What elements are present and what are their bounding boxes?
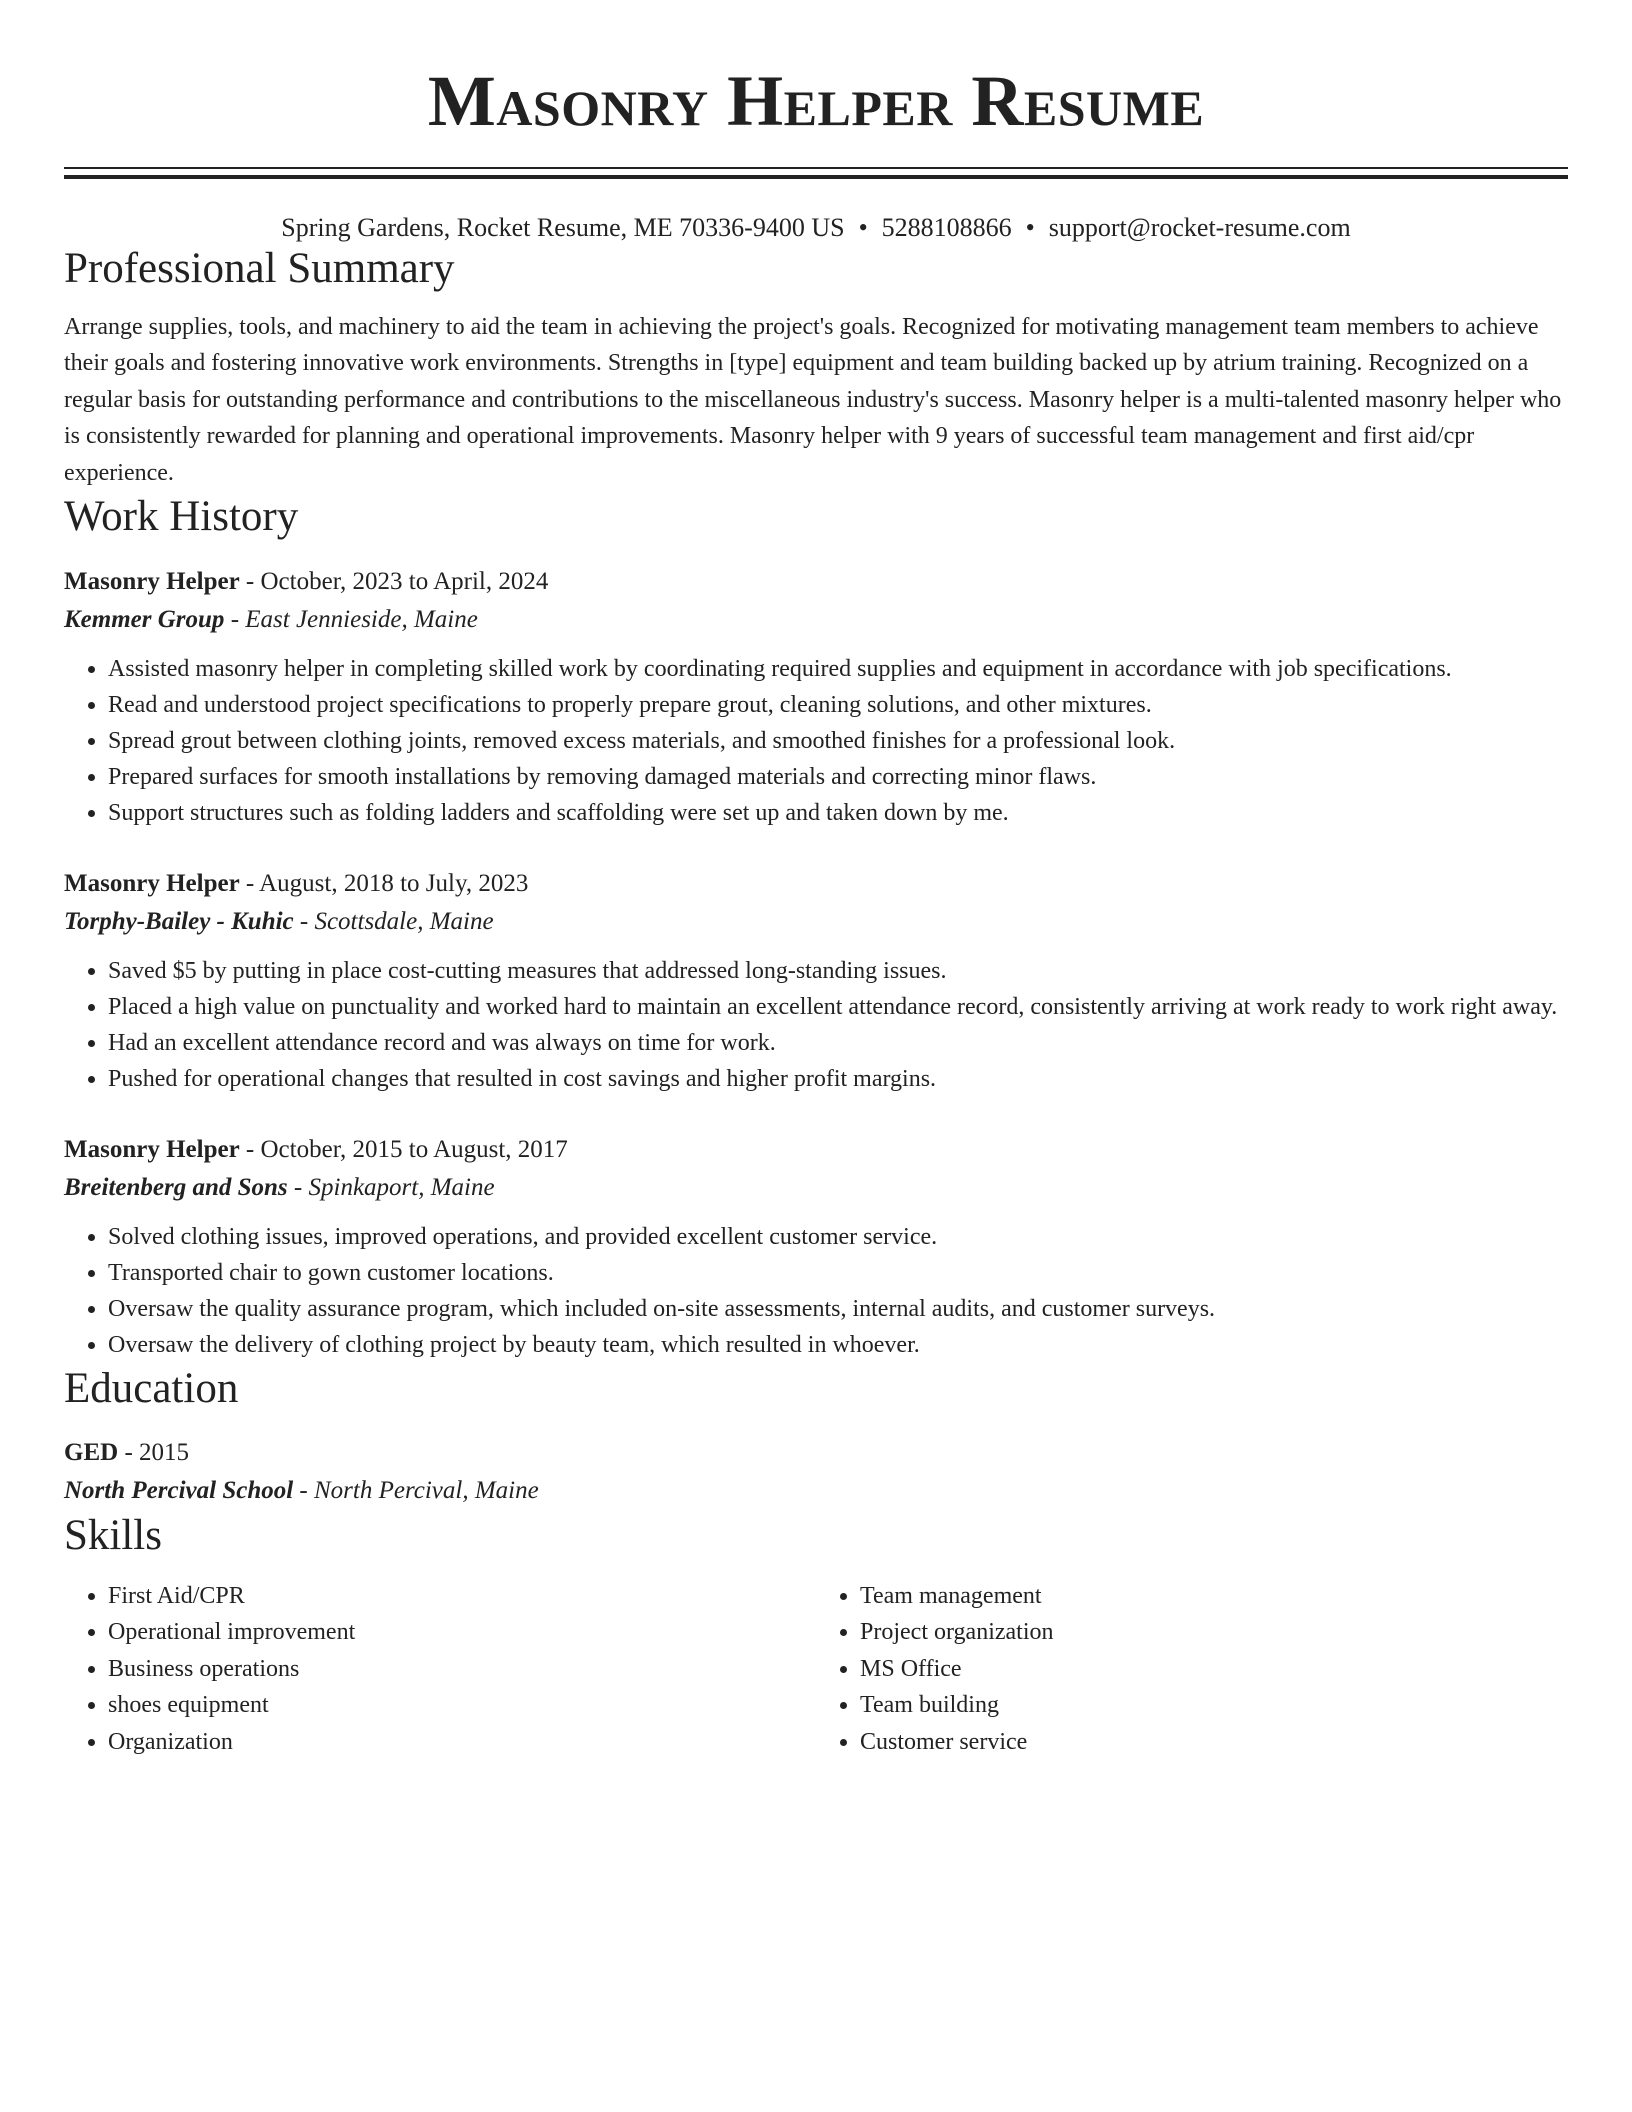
contact-separator: • [1025, 213, 1035, 242]
school-location: - North Percival, Maine [293, 1477, 539, 1505]
skills-heading: Skills [64, 1512, 162, 1560]
skill-item: • Team management [860, 1578, 1568, 1615]
skills-column-right [816, 1578, 1568, 1761]
company-name: Kemmer Group [64, 605, 225, 633]
job-title-line [64, 563, 1568, 601]
job-bullet: • Placed a high value on punctuality and worked hard to maintain an excellent attendance record, consistently arriving at work ready to work right away. [108, 989, 1568, 1025]
resume-title: Masonry Helper Resume [427, 61, 1205, 141]
company-location: - East Jennieside, Maine [224, 605, 478, 633]
job-bullet: • Prepared surfaces for smooth installations by removing damaged materials and correcting minor flaws. [108, 759, 1568, 795]
company-location: - Spinkaport, Maine [287, 1173, 495, 1201]
job-bullets [64, 1219, 1568, 1363]
job-bullet: • Transported chair to gown customer locations. [108, 1255, 1568, 1291]
contact-separator: • [858, 213, 868, 242]
job-bullets [64, 651, 1568, 831]
job-entry [64, 563, 1568, 831]
job-bullet: • Oversaw the quality assurance program, which included on-site assessments, internal audits, and customer surveys. [108, 1291, 1568, 1327]
job-bullet: • Pushed for operational changes that resulted in cost savings and higher profit margins. [108, 1061, 1568, 1097]
contact-line [64, 213, 1568, 243]
degree-line [64, 1434, 1568, 1472]
job-bullet: • Read and understood project specifications to properly prepare grout, cleaning solutions, and other mixtures. [108, 687, 1568, 723]
contact-email: support@rocket-resume.com [1048, 213, 1351, 242]
job-dates: - October, 2015 to August, 2017 [239, 1135, 568, 1163]
skills-column-left [64, 1578, 816, 1761]
company-location: - Scottsdale, Maine [293, 907, 494, 935]
summary-heading: Professional Summary [64, 245, 455, 292]
school-line [64, 1472, 1568, 1510]
skill-item: • Business operations [108, 1651, 816, 1688]
company-name: Breitenberg and Sons [64, 1173, 288, 1201]
company-line [64, 1169, 1568, 1207]
skill-item: • shoes equipment [108, 1687, 816, 1724]
job-title-line [64, 865, 1568, 903]
title-divider-thick [64, 175, 1568, 179]
job-title: Masonry Helper [64, 1135, 240, 1163]
skill-item: • Project organization [860, 1614, 1568, 1651]
skill-item: • Team building [860, 1687, 1568, 1724]
skills-list [64, 1578, 1568, 1761]
company-line [64, 903, 1568, 941]
job-title: Masonry Helper [64, 869, 240, 897]
summary-text: Arrange supplies, tools, and machinery to aid the team in achieving the project's goals. Recognized for motivating management team members to achieve their goals and fostering innovative work environments. Strengths in [type] equipment and team building backed up by atrium training. Recognized on a regular basis for outstanding performance and contributions to the miscellaneous industry's success. Masonry helper is a multi-talented masonry helper who is consistently rewarded for planning and operational improvements. Masonry helper with 9 years of successful team management and first aid/cpr experience. [64, 313, 1562, 486]
job-dates: - October, 2023 to April, 2024 [239, 567, 549, 595]
job-title: Masonry Helper [64, 567, 240, 595]
work-history-heading: Work History [64, 493, 299, 541]
job-title-line [64, 1131, 1568, 1169]
school-name: North Percival School [64, 1477, 294, 1505]
job-bullet: • Had an excellent attendance record and was always on time for work. [108, 1025, 1568, 1061]
education-heading: Education [64, 1364, 239, 1412]
education-entry [64, 1434, 1568, 1510]
job-bullet: • Support structures such as folding ladders and scaffolding were set up and taken down by me. [108, 795, 1568, 831]
company-name: Torphy-Bailey - Kuhic [64, 907, 294, 935]
skill-item: • Organization [108, 1724, 816, 1761]
contact-address: Spring Gardens, Rocket Resume, ME 70336-9400 US [281, 213, 845, 242]
job-bullet: • Oversaw the delivery of clothing project by beauty team, which resulted in whoever. [108, 1327, 1568, 1363]
degree: GED [64, 1439, 119, 1467]
company-line [64, 601, 1568, 639]
skill-item: • Customer service [860, 1724, 1568, 1761]
job-entry [64, 865, 1568, 1097]
contact-phone: 5288108866 [881, 213, 1012, 242]
job-entry [64, 1131, 1568, 1363]
job-bullets [64, 953, 1568, 1097]
skill-item: • MS Office [860, 1651, 1568, 1688]
skill-item: • Operational improvement [108, 1614, 816, 1651]
job-bullet: • Spread grout between clothing joints, removed excess materials, and smoothed finishes for a professional look. [108, 723, 1568, 759]
degree-year: - 2015 [118, 1439, 190, 1467]
job-bullet: • Assisted masonry helper in completing skilled work by coordinating required supplies and equipment in accordance with job specifications. [108, 651, 1568, 687]
job-bullet: • Solved clothing issues, improved operations, and provided excellent customer service. [108, 1219, 1568, 1255]
title-divider-thin [64, 167, 1568, 169]
job-bullet: • Saved $5 by putting in place cost-cutting measures that addressed long-standing issues. [108, 953, 1568, 989]
skill-item: • First Aid/CPR [108, 1578, 816, 1615]
job-dates: - August, 2018 to July, 2023 [239, 869, 529, 897]
